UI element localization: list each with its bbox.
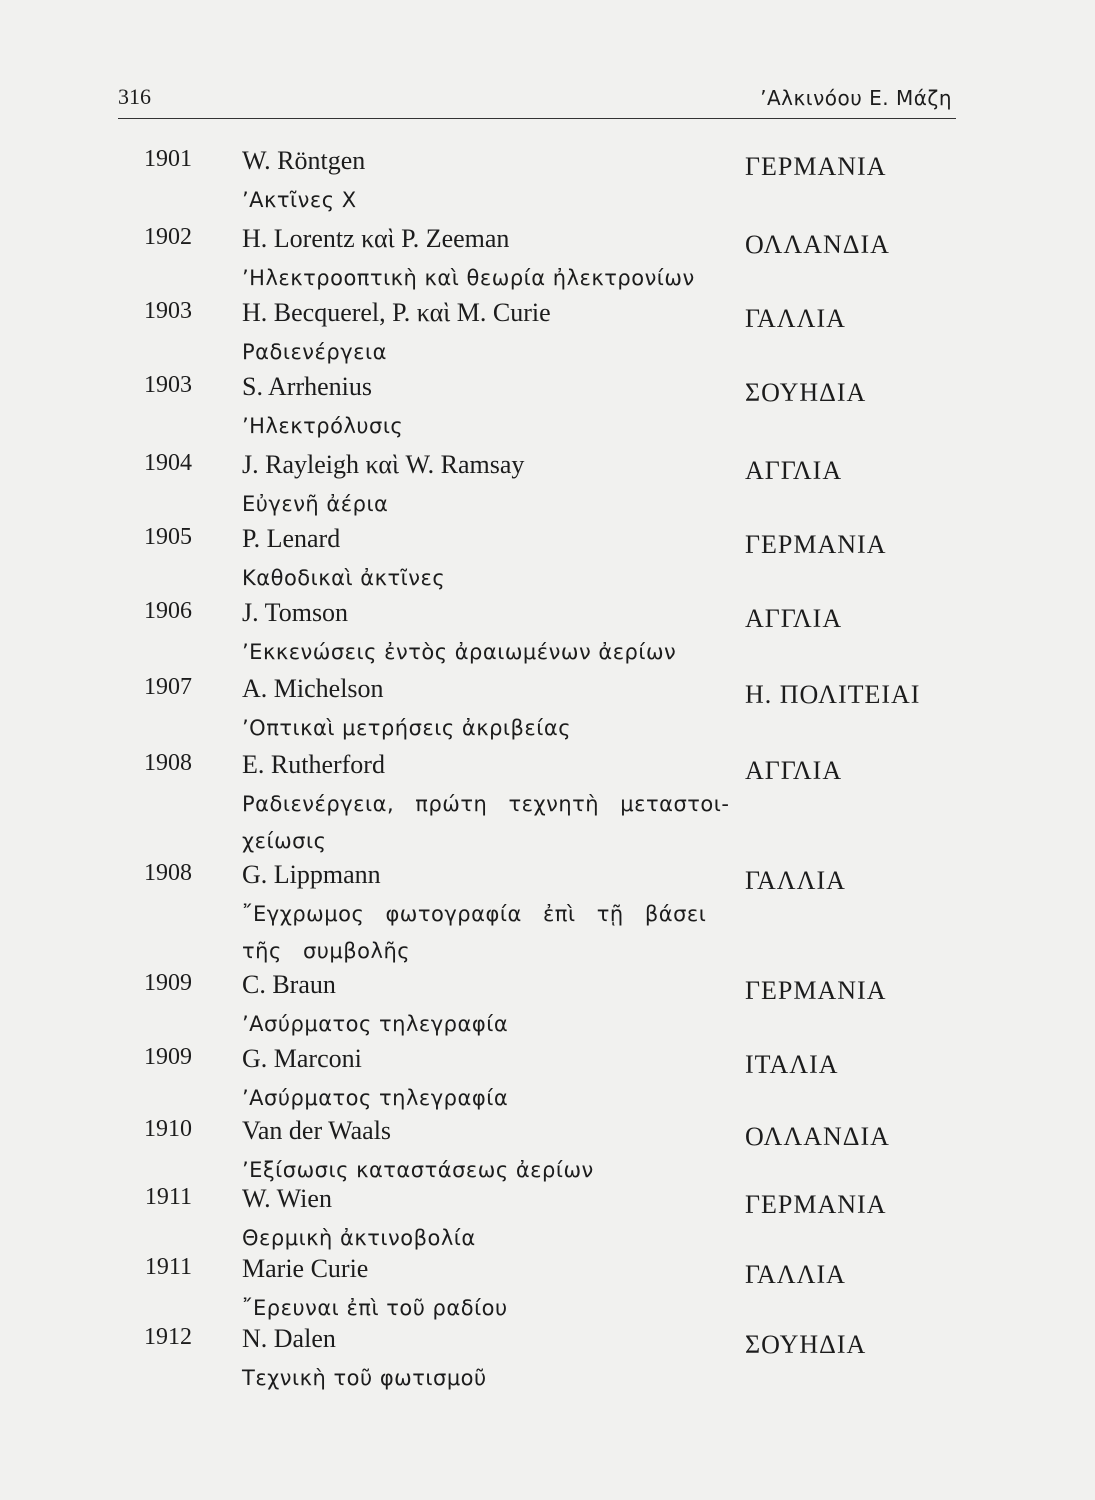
entry-country: ΣΟΥΗΔΙΑ	[745, 378, 867, 407]
entry-country: ΓΑΛΛΙΑ	[745, 1260, 846, 1289]
entry-year: 1909	[144, 1044, 192, 1070]
entry-year: 1908	[144, 860, 192, 886]
entry-topic: ῎Εγχρωμος φωτογραφία ἐπὶ τῇ βάσει τῆς συμβολῆς	[242, 902, 707, 963]
entry-laureate: G. Marconi	[242, 1044, 362, 1073]
entry-year: 1907	[144, 674, 192, 700]
entry-topic: ’Οπτικαὶ μετρήσεις ἀκριβείας	[242, 716, 572, 740]
entry-topic: ’Ακτῖνες Χ	[242, 188, 357, 212]
entry-year: 1903	[144, 298, 192, 324]
entry-year: 1906	[144, 598, 192, 624]
entry-year: 1904	[144, 450, 192, 476]
entry-topic: ’Ηλεκτρόλυσις	[242, 414, 404, 438]
entry-topic: ’Ασύρματος τηλεγραφία	[242, 1086, 509, 1110]
entry-year: 1911	[144, 1254, 192, 1280]
page-header	[118, 80, 956, 119]
entry-country: ΓΕΡΜΑΝΙΑ	[745, 530, 887, 559]
entry-year: 1905	[144, 524, 192, 550]
entry-laureate: S. Arrhenius	[242, 372, 372, 401]
entry-country: ΣΟΥΗΔΙΑ	[745, 1330, 867, 1359]
entry-topic: ῎Ερευναι ἐπὶ τοῦ ραδίου	[242, 1296, 508, 1320]
entry-topic: Θερμικὴ ἀκτινοβολία	[242, 1226, 476, 1250]
entry-country: ΓΕΡΜΑΝΙΑ	[745, 152, 887, 181]
entry-laureate: J. Tomson	[242, 598, 349, 627]
entry-country: ΓΑΛΛΙΑ	[745, 304, 846, 333]
entry-topic: Ραδιενέργεια	[242, 340, 387, 364]
entry-topic: Εὐγενῆ ἀέρια	[242, 492, 389, 516]
entry-year: 1909	[144, 970, 192, 996]
entry-topic: Τεχνικὴ τοῦ φωτισμοῦ	[242, 1366, 487, 1390]
entry-country: ΟΛΛΑΝΔΙΑ	[745, 1122, 890, 1151]
entry-country: ΑΓΓΛΙΑ	[745, 456, 843, 485]
entry-year: 1901	[144, 146, 192, 172]
entry-laureate: G. Lippmann	[242, 860, 381, 889]
entry-topic: ’Ασύρματος τηλεγραφία	[242, 1012, 509, 1036]
entry-country: ΙΤΑΛΙΑ	[745, 1050, 839, 1079]
entry-laureate: J. Rayleigh καὶ W. Ramsay	[242, 450, 525, 479]
running-head: ’Αλκινόου Ε. Μάζη	[760, 86, 952, 110]
page-number: 316	[118, 84, 151, 109]
entry-laureate: A. Michelson	[242, 674, 384, 703]
entry-year: 1903	[144, 372, 192, 398]
entry-laureate: Van der Waals	[242, 1116, 392, 1145]
entry-topic: ’Εκκενώσεις ἐντὸς ἀραιωμένων ἀερίων	[242, 640, 677, 664]
entry-country: ΑΓΓΛΙΑ	[745, 756, 843, 785]
entry-country: ΓΕΡΜΑΝΙΑ	[745, 1190, 887, 1219]
entry-year: 1911	[144, 1184, 192, 1210]
entry-country: ΓΑΛΛΙΑ	[745, 866, 846, 895]
entry-laureate: H. Lorentz καὶ P. Zeeman	[242, 224, 510, 253]
entry-country: ΟΛΛΑΝΔΙΑ	[745, 230, 890, 259]
entry-laureate: Marie Curie	[242, 1254, 369, 1283]
entry-laureate: P. Lenard	[242, 524, 341, 553]
entry-laureate: N. Dalen	[242, 1324, 336, 1353]
entry-topic: ’Εξίσωσις καταστάσεως ἀερίων	[242, 1158, 594, 1182]
entry-year: 1910	[144, 1116, 192, 1142]
entry-country: ΑΓΓΛΙΑ	[745, 604, 843, 633]
entry-topic: Καθοδικαὶ ἀκτῖνες	[242, 566, 446, 590]
entry-country: ΓΕΡΜΑΝΙΑ	[745, 976, 887, 1005]
entry-laureate: W. Wien	[242, 1184, 332, 1213]
entry-year: 1908	[144, 750, 192, 776]
entry-laureate: E. Rutherford	[242, 750, 385, 779]
entry-laureate: W. Röntgen	[242, 146, 366, 175]
entry-laureate: H. Becquerel, P. καὶ M. Curie	[242, 298, 551, 327]
entry-country: Η. ΠΟΛΙΤΕΙΑΙ	[745, 680, 921, 709]
entry-laureate: C. Braun	[242, 970, 336, 999]
entry-year: 1912	[144, 1324, 192, 1350]
entry-topic: Ραδιενέργεια, πρώτη τεχνητὴ μεταστοι-χείωσις	[242, 792, 730, 853]
entry-topic: ’Ηλεκτροοπτικὴ καὶ θεωρία ἠλεκτρονίων	[242, 266, 695, 290]
entry-year: 1902	[144, 224, 192, 250]
